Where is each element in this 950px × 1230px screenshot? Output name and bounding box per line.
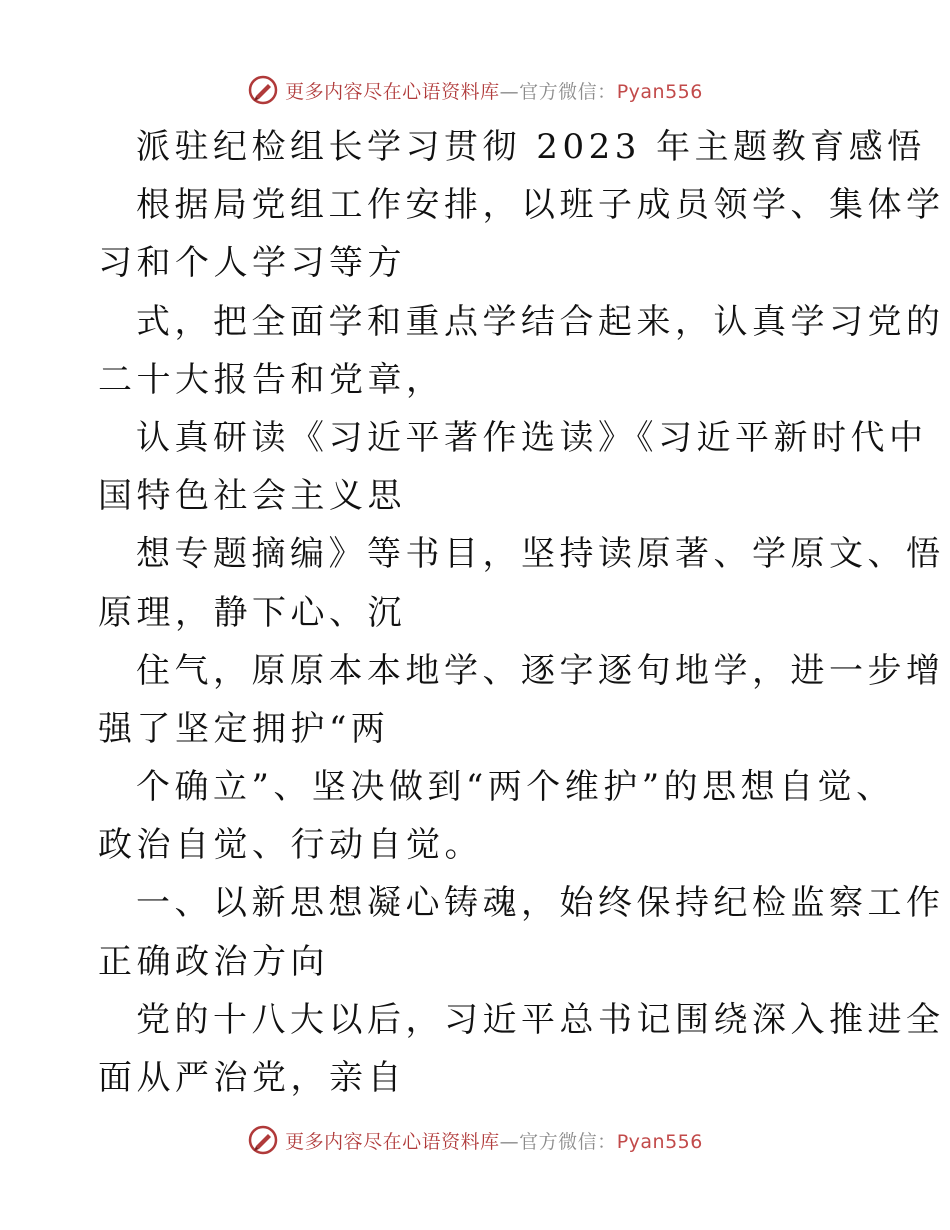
text-line: 原理，静下心、沉 <box>98 592 406 633</box>
text-line: 二十大报告和党章， <box>98 359 445 400</box>
text-line: 认真研读《习近平著作选读》《习近平新时代中 <box>136 417 928 458</box>
watermark-separator: — <box>499 80 520 103</box>
red-pen-circle-logo-icon <box>247 74 279 106</box>
watermark-wechat-label: 官方微信： <box>519 80 617 103</box>
footer-watermark <box>0 1120 950 1160</box>
text-line: 政治自觉、行动自觉。 <box>98 825 483 866</box>
document-title: 派驻纪检组长学习贯彻 2023 年主题教育感悟 <box>136 127 926 167</box>
watermark-wechat-id: Pyan556 <box>616 80 703 103</box>
text-line: 正确政治方向 <box>98 941 329 982</box>
header-watermark <box>0 70 950 110</box>
text-line: 住气，原原本本地学、逐字逐句地学，进一步增 <box>136 650 945 691</box>
watermark-text <box>285 1127 703 1154</box>
text-line: 个确立”、坚决做到“两个维护”的思想自觉、 <box>136 767 895 808</box>
text-line: 式，把全面学和重点学结合起来，认真学习党的 <box>136 301 945 342</box>
text-line: 想专题摘编》等书目，坚持读原著、学原文、悟 <box>136 534 945 575</box>
text-line: 根据局党组工作安排，以班子成员领学、集体学 <box>136 185 945 226</box>
watermark-site: 更多内容尽在心语资料库 <box>285 1130 500 1153</box>
red-pen-circle-logo-icon <box>247 1124 279 1156</box>
text-line: 国特色社会主义思 <box>98 476 406 517</box>
text-line: 面从严治党，亲自 <box>98 1058 406 1098</box>
watermark-separator: — <box>499 1130 520 1153</box>
text-line: 一、以新思想凝心铸魂，始终保持纪检监察工作 <box>136 883 945 924</box>
watermark-text <box>285 77 703 104</box>
watermark-wechat-label: 官方微信： <box>519 1130 617 1153</box>
text-line: 党的十八大以后，习近平总书记围绕深入推进全 <box>136 999 945 1040</box>
text-line: 强了坚定拥护“两 <box>98 708 390 749</box>
document-body <box>98 118 945 1107</box>
watermark-wechat-id: Pyan556 <box>616 1130 703 1153</box>
text-line: 习和个人学习等方 <box>98 243 406 284</box>
watermark-site: 更多内容尽在心语资料库 <box>285 80 500 103</box>
